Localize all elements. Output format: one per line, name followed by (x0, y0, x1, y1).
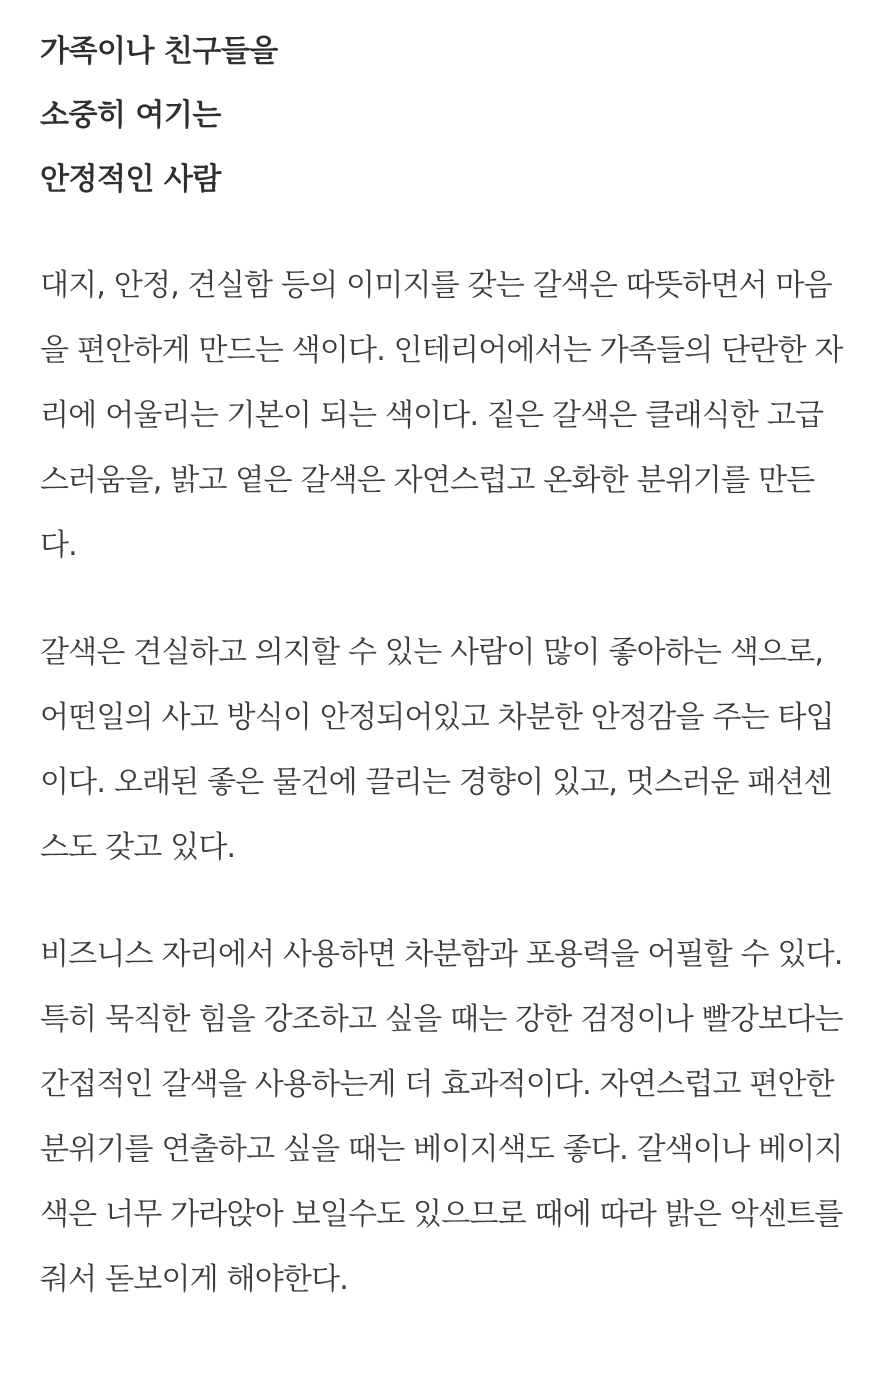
headline (40, 20, 880, 212)
paragraph-line: 이다. 오래된 좋은 물건에 끌리는 경향이 있고, 멋스러운 패션센 (40, 765, 832, 800)
paragraph-personality (40, 620, 880, 880)
paragraph-line: 스도 갖고 있다. (40, 830, 236, 865)
paragraph-line: 줘서 돋보이게 해야한다. (40, 1262, 349, 1297)
paragraph-line: 어떤일의 사고 방식이 안정되어있고 차분한 안정감을 주는 타입 (40, 700, 834, 735)
paragraph-line: 비즈니스 자리에서 사용하면 차분함과 포용력을 어필할 수 있다. (40, 937, 843, 972)
paragraph-line: 특히 묵직한 힘을 강조하고 싶을 때는 강한 검정이나 빨강보다는 (40, 1002, 843, 1037)
paragraph-line: 갈색은 견실하고 의지할 수 있는 사람이 많이 좋아하는 색으로, (40, 635, 824, 670)
paragraph-line: 을 편안하게 만드는 색이다. 인테리어에서는 가족들의 단란한 자 (40, 333, 843, 368)
paragraph-business-use (40, 922, 880, 1312)
paragraph-line: 다. (40, 528, 77, 563)
paragraph-line: 리에 어울리는 기본이 되는 색이다. 짙은 갈색은 클래식한 고급 (40, 398, 824, 433)
paragraph-earth-stability (40, 253, 880, 578)
paragraph-line: 간접적인 갈색을 사용하는게 더 효과적이다. 자연스럽고 편안한 (40, 1067, 834, 1102)
article (40, 20, 880, 1312)
headline-line: 안정적인 사람 (40, 162, 221, 197)
paragraph-line: 스러움을, 밝고 옅은 갈색은 자연스럽고 온화한 분위기를 만든 (40, 463, 815, 498)
headline-line: 가족이나 친구들을 (40, 34, 278, 69)
paragraph-line: 대지, 안정, 견실함 등의 이미지를 갖는 갈색은 따뜻하면서 마음 (40, 268, 832, 303)
headline-line: 소중히 여기는 (40, 98, 221, 133)
paragraph-line: 분위기를 연출하고 싶을 때는 베이지색도 좋다. 갈색이나 베이지 (40, 1132, 843, 1167)
paragraph-line: 색은 너무 가라앉아 보일수도 있으므로 때에 따라 밝은 악센트를 (40, 1197, 843, 1232)
